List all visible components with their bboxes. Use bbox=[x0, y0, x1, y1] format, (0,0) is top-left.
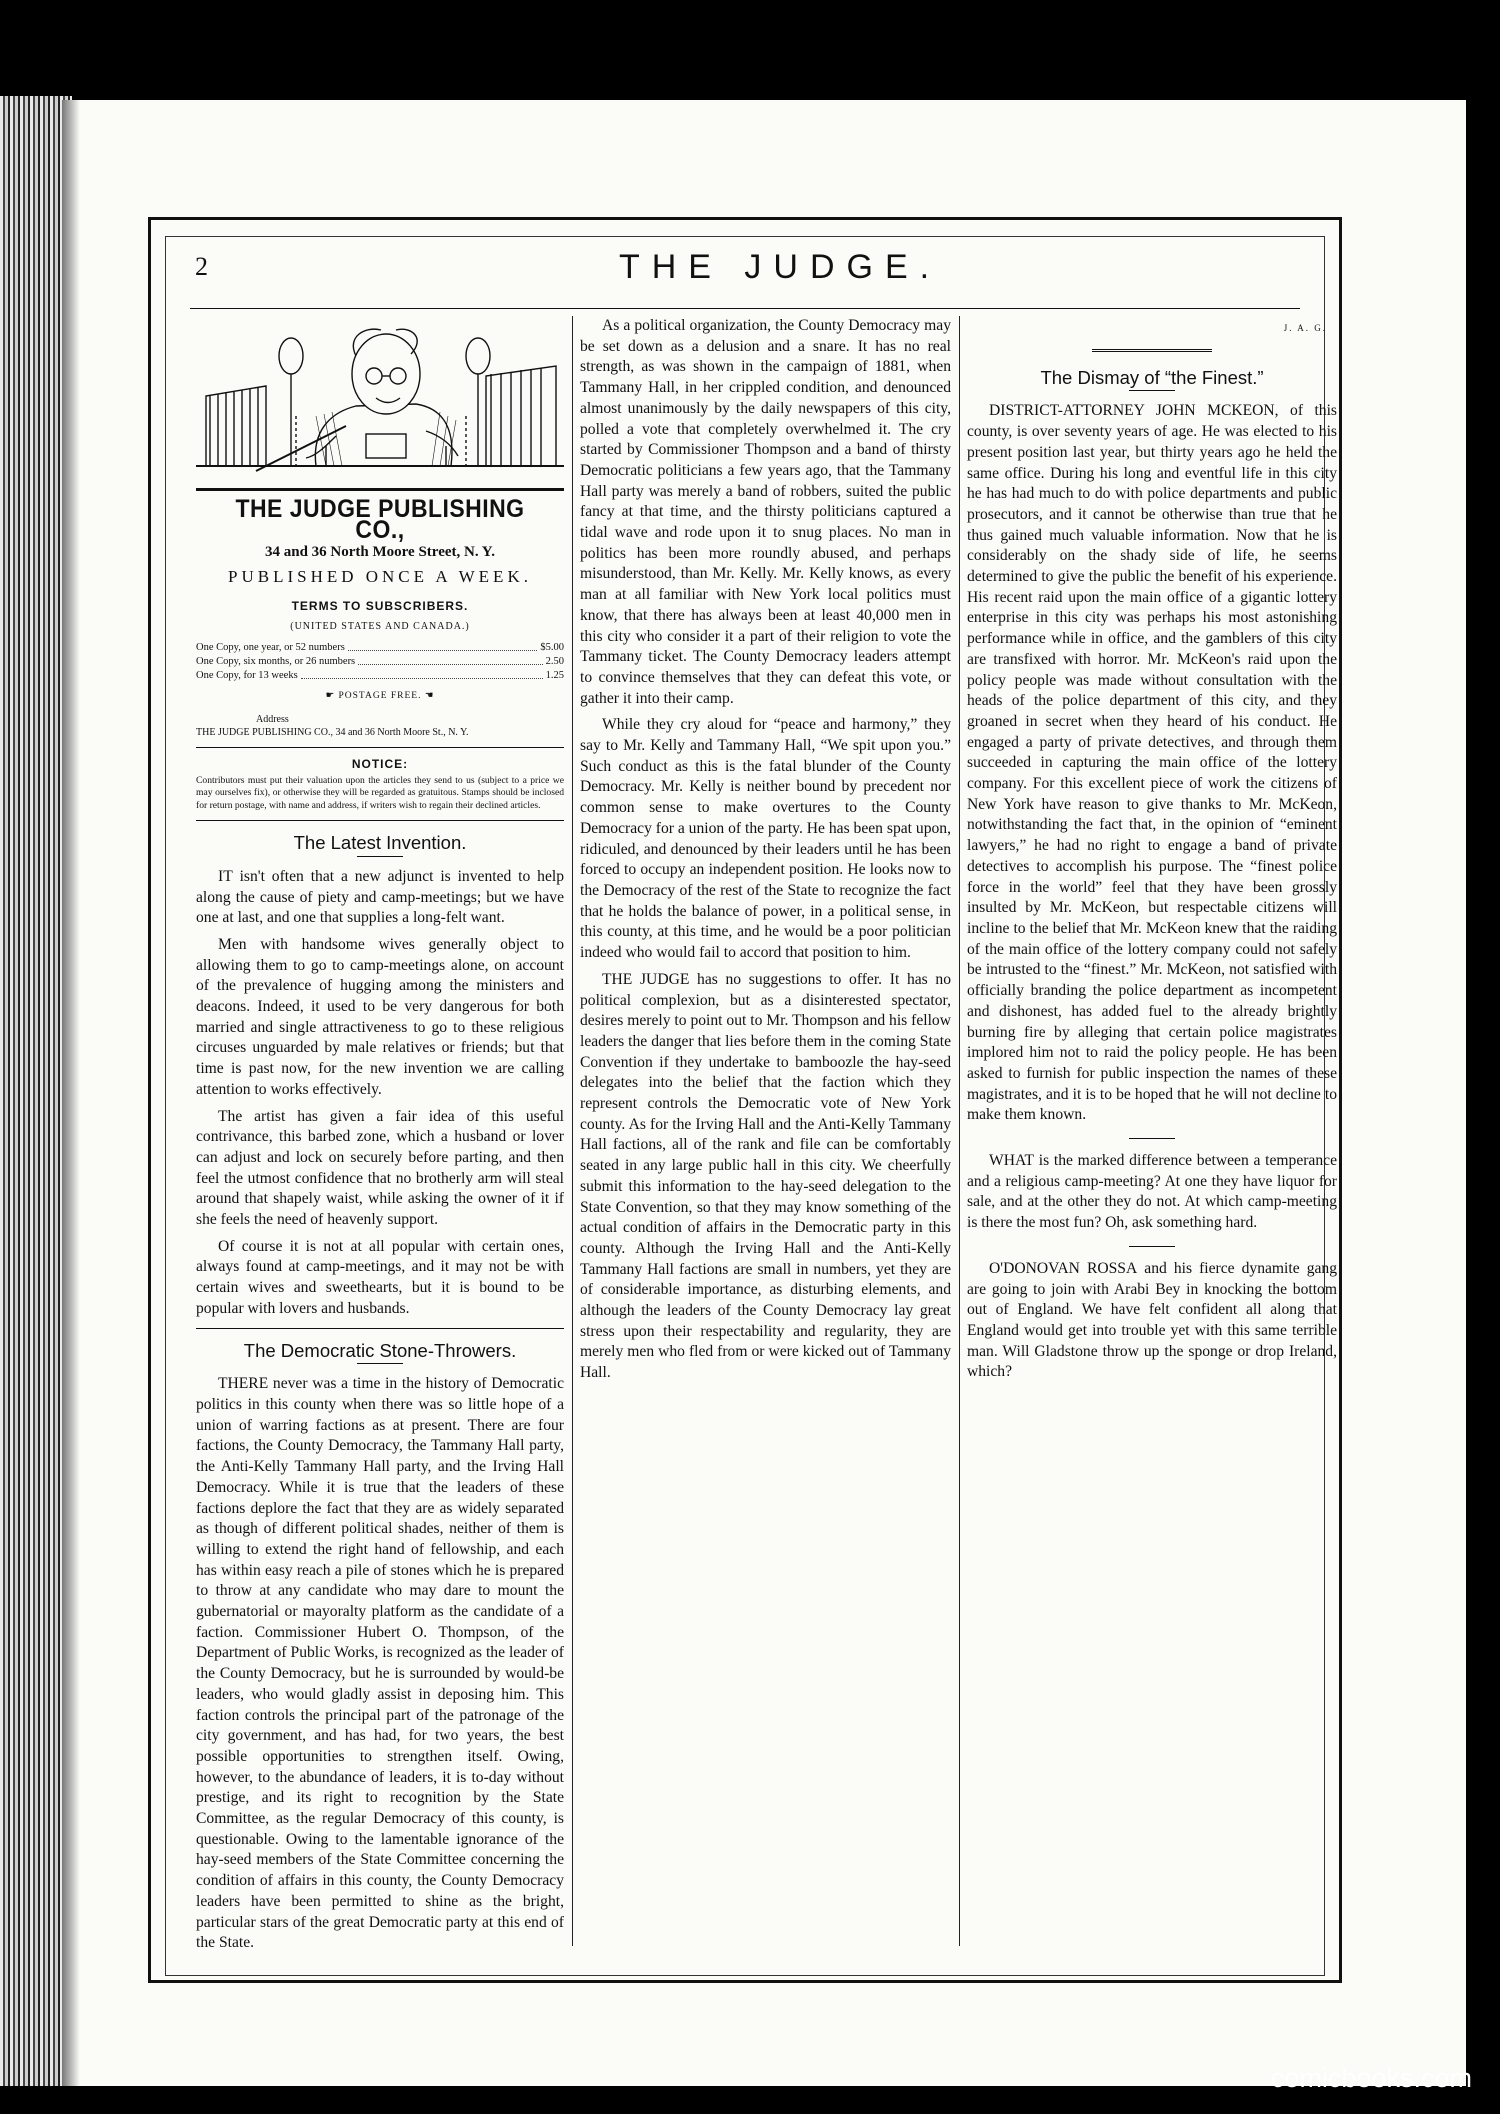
paragraph: The artist has given a fair idea of this useful contrivance, this barbed zone, which a husband or lover can adjust and lock on securely before parting, and then feel the utmost confidence that no brotherly arm will steal around that shapely waist, while asking the owner of it if she feels the need of heavenly support. bbox=[196, 1107, 564, 1229]
paragraph: IT isn't often that a new adjunct is invented to help along the cause of piety and camp-meetings; but we have one at last, and one that supplies a long-felt want. bbox=[196, 867, 564, 927]
publisher-address: 34 and 36 North Moore Street, N. Y. bbox=[265, 544, 495, 561]
rate-row: One Copy, one year, or 52 numbers $5.00 bbox=[196, 642, 564, 654]
rule bbox=[1129, 1138, 1175, 1139]
terms-region: (UNITED STATES AND CANADA.) bbox=[290, 620, 470, 632]
paragraph: Of course it is not at all popular with certain ones, always found at camp-meetings, and it may not be with certain wives and sweethearts, but it is bound to be popular with lovers and husbands. bbox=[196, 1237, 564, 1317]
article-title-latest-invention: The Latest Invention. bbox=[293, 832, 467, 854]
article-signature: J. A. G. bbox=[1283, 323, 1327, 333]
paragraph: Men with handsome wives generally object to allowing them to go to camp-meetings alone, on account of the prevalence of hugging among the ministers and deacons. Indeed, it used to be very dangerous for both married and single attractiveness to go to these religious circuses unguarded by male relatives or friends; but that time is past now, for the new invention we are calling attention to works effectively. bbox=[196, 935, 564, 1098]
paragraph: WHAT is the marked difference between a temperance and a religious camp-meeting? At one they have liquor for sale, and at the other they do not. At which camp-meeting is there the most fun? Oh, ask something hard. bbox=[967, 1152, 1337, 1232]
notice-text: Contributors must put their valuation upon the articles they send to us (subject to a price we may ourselves fix), or otherwise they will be regarded as gratuitous. Stamps should be inclosed for return postage, with name and address, if writers wish to regain their declined articles. bbox=[196, 774, 564, 811]
publication-frequency: PUBLISHED ONCE A WEEK. bbox=[228, 567, 532, 587]
masthead-rule bbox=[190, 308, 1300, 309]
notice-heading: NOTICE: bbox=[351, 756, 409, 771]
watermark-logo: comicbooks.com bbox=[1270, 2063, 1472, 2093]
paragraph: DISTRICT-ATTORNEY JOHN MCKEON, of this county, is over seventy years of age. He was elected to his present position last year, but thirty years ago he held the same office. During his long and eventful life in this city he has had much to do with police departments and public prosecutors, and it cannot be otherwise than true that he thus gained much valuable information. Now that he is considerably on the shady side of life, he seems determined to give the public the benefit of his experience. His recent raid upon the main office of a gigantic lottery enterprise in this city was perhaps his most astonishing performance while in office, and the gamblers of this city are transfixed with horror. Mr. McKeon's raid upon the policy people was made without consultation with the heads of the police department of this city, and they groaned in secret when they heard of his conduct. He engaged a party of private detectives, and through them succeeded in capturing the main office of the lottery company. For this excellent piece of work the citizens of New York have reason to give thanks to Mr. McKeon, notwithstanding the fact that, in the opinion of “eminent lawyers,” he had no right to engage a band of private detectives to accomplish his purpose. The “finest police force in the world” feel that they have been grossly insulted by Mr. McKeon, but respectable citizens will incline to the belief that Mr. McKeon knew that the raiding of the main office of the lottery company could not safely be intrusted to the “finest.” Mr. McKeon, not satisfied with officially branding the police department as incompetent and dishonest, has added fuel to the already brightly burning fire by alleging that certain police magistrates implored him not to raid the policy people. He has been asked to furnish for public inspection the names of these magistrates, and it is to be hoped that he will not decline to make them known. bbox=[967, 402, 1337, 1124]
paragraph: As a political organization, the County Democracy may be set down as a delusion and a snare. It has no real strength, as was shown in the campaign of 1881, when Tammany Hall, in her crippled condition, and denounced almost unanimously by the daily newspapers of this city, polled a vote that completely overwhelmed it. The cry started by Commissioner Thompson and a band of thirsty Democratic politicians a few years ago, that the Tammany Hall party was merely a band of robbers, suited the public fancy at that time, and the thirsty politicians captured a tidal wave and rode upon it to snug places. No man in politics has been more roundly abused, and perhaps misunderstood, than Mr. Kelly. Mr. Kelly knows, as every man at all familiar with New York local politics must know, that there has always been at least 40,000 men in this city who consider it a part of their religion to vote the Tammany ticket. The County Democracy leaders attempt to convince themselves that they can defeat this vote, or gather it into their camp. bbox=[580, 317, 951, 707]
rule bbox=[196, 820, 564, 821]
rule bbox=[357, 856, 403, 857]
subscription-rates bbox=[196, 641, 564, 683]
masthead-title: THE JUDGE. bbox=[618, 248, 942, 286]
column-divider bbox=[572, 316, 573, 1946]
rule bbox=[1092, 349, 1212, 354]
terms-heading: TERMS TO SUBSCRIBERS. bbox=[291, 598, 469, 613]
address-block: Address THE JUDGE PUBLISHING CO., 34 and 36 North Moore St., N. Y. bbox=[196, 713, 469, 738]
publisher-name: THE JUDGE PUBLISHING CO., bbox=[235, 495, 525, 544]
rate-row: One Copy, six months, or 26 numbers 2.50 bbox=[196, 656, 564, 668]
rule bbox=[1129, 390, 1175, 391]
article-title-the-finest: The Dismay of “the Finest.” bbox=[1040, 366, 1264, 388]
paragraph: THE JUDGE has no suggestions to offer. It has no political complexion, but as a disinterested spectator, desires merely to point out to Mr. Thompson and his fellow leaders the danger that lies before them in the coming State Convention if they undertake to bamboozle the hay-seed delegates into the belief that the faction which they represent controls the Democratic vote of New York county. As for the Irving Hall and the Anti-Kelly Tammany Hall factions, all of the rank and file can be comfortably seated in any large public hall in this city. We cheerfully submit this information to the hay-seed delegation to the State Convention, so that they may know something of the actual condition of affairs in the Democratic party in this county. Although the Irving Hall and the Anti-Kelly Tammany Hall factions are small in numbers, yet they are of considerable importance, as disturbing elements, and although the leaders of the County Democracy lay great stress upon their respectability and regularity, they are merely men who fled from or were kicked out of Tammany Hall. bbox=[580, 970, 952, 1382]
rule bbox=[357, 1363, 403, 1364]
rule bbox=[196, 747, 564, 748]
paragraph: O'DONOVAN ROSSA and his fierce dynamite gang are going to join with Arabi Bey in knocking the bottom out of England. We have felt confident all along that England would get into trouble yet with this same terrible man. Will Gladstone throw up the sponge or drop Ireland, which? bbox=[967, 1259, 1338, 1381]
page-number: 2 bbox=[195, 252, 208, 281]
column-2 bbox=[580, 316, 951, 1390]
postage-free: ☛ POSTAGE FREE. ☚ bbox=[325, 691, 435, 702]
rule bbox=[1129, 1246, 1175, 1247]
spine-shadow bbox=[62, 100, 80, 2086]
column-3 bbox=[967, 316, 1337, 1389]
rule bbox=[196, 1328, 564, 1329]
paragraph: THERE never was a time in the history of Democratic politics in this county when there was so little hope of a union of warring factions as at present. There are four factions, the County Democracy, the Tammany Hall party, the Anti-Kelly Tammany Hall party, and the Irving Hall Democracy. While it is true that the leaders of these factions deplore the fact that they are as widely separated as though of different political shades, neither of them is willing to extend the right hand of fellowship, and each has within easy reach a pile of stones which he is prepared to throw at any candidate who may dare to mount the gubernatorial or mayoralty platform as the candidate of a faction. Commissioner Hubert O. Thompson, of the Department of Public Works, is recognized as the leader of the County Democracy, but he is surrounded by would-be leaders, who would gladly assist in deposing him. This faction controls the principal part of the patronage of the city government, and has had, for two years, the best possible opportunities to strengthen itself. Owing, however, to the abundance of leaders, it is to-day without prestige, and its right to recognition by the State Committee, as the regular Democracy of this county, is questionable. Owing to the lamentable ignorance of the hay-seed members of the State Committee concerning the condition of affairs in this county, the County Democracy leaders have been permitted to shine as the bright, particular stars of the great Democratic party at this end of the State. bbox=[196, 1375, 564, 1952]
column-divider bbox=[959, 316, 960, 1946]
editor-illustration bbox=[196, 316, 564, 486]
rate-row: One Copy, for 13 weeks 1.25 bbox=[196, 670, 564, 682]
paragraph: While they cry aloud for “peace and harmony,” they say to Mr. Kelly and Tammany Hall, “We spit upon you.” Such conduct as this is the fatal blunder of the County Democracy. Mr. Kelly is neither bound by precedent nor common sense to make overtures to the County Democracy for a union of the party. He has been spat upon, ridiculed, and denounced by their leaders until he has been forced to occupy an independent position. He looks now to the Democracy of the rest of the State to recognize the fact that he holds the balance of power, in a political sense, in this county, at this time, and he would be a poor politician indeed who would fail to accord that position to him. bbox=[580, 716, 951, 962]
column-1 bbox=[196, 316, 564, 1960]
article-title-stone-throwers: The Democratic Stone-Throwers. bbox=[243, 1339, 517, 1361]
rule bbox=[196, 488, 564, 491]
